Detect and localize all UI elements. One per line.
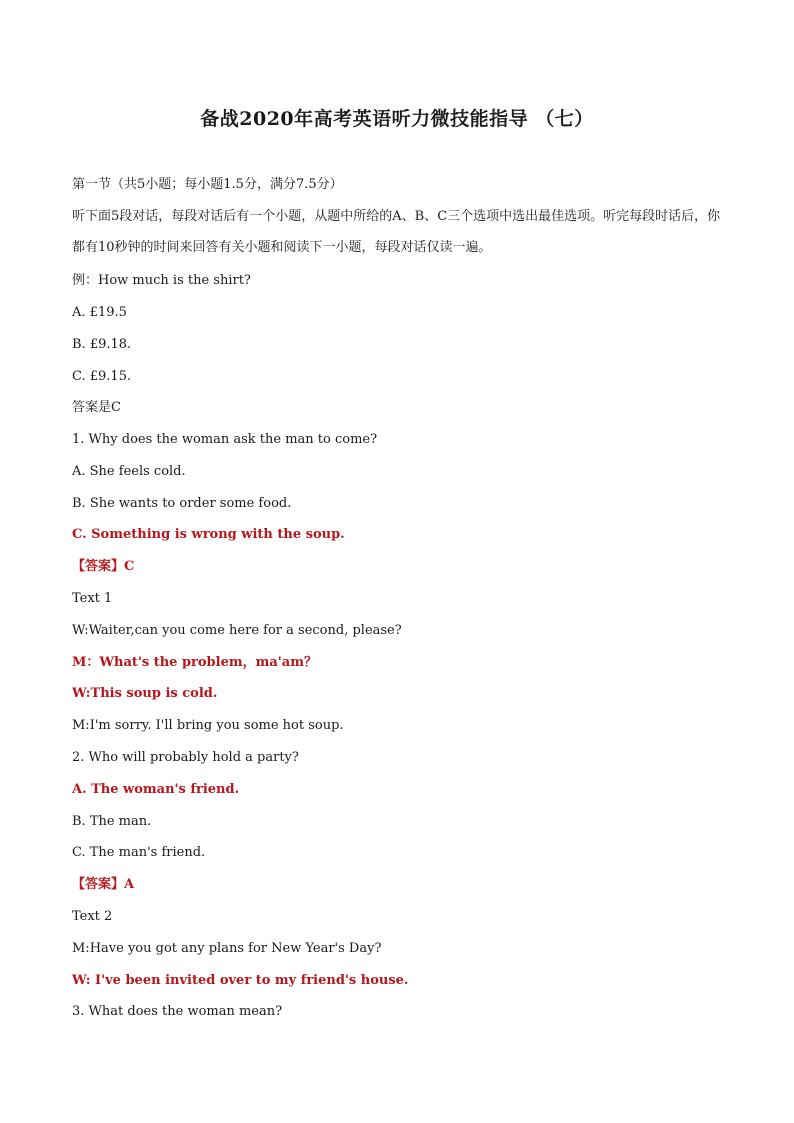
example-option-b: B. £9.18. xyxy=(72,337,132,352)
q1-answer: 【答案】C xyxy=(72,559,135,574)
instructions-paragraph: 听下面5段对话，每段对话后有一个小题，从题中所给的A、B、C三个选项中选出最佳选项。听完每段时话后，你都有10秒钟的时间来回答有关小题和阅读下一小题，每段对话仅读一遍。 xyxy=(72,209,721,255)
q1-option-a: A. She feels cold. xyxy=(72,464,186,479)
question-3: 3. What does the woman mean? xyxy=(72,1004,283,1019)
text-2-line-2: W: I've been invited over to my friend's house. xyxy=(72,973,409,988)
text-1-line-2: M：What's the problem，ma'am？ xyxy=(72,655,317,670)
text-1-line-4: M:I'm sorry. I'll bring you some hot soup. xyxy=(72,718,344,733)
example-option-a: A. £19.5 xyxy=(72,305,127,320)
question-2: 2. Who will probably hold a party? xyxy=(72,750,299,765)
example-option-c: C. £9.15. xyxy=(72,369,132,384)
example-question: 例：How much is the shirt? xyxy=(72,273,251,288)
q2-option-a: A. The woman's friend. xyxy=(72,782,240,797)
q1-option-b: B. She wants to order some food. xyxy=(72,496,292,511)
q2-option-c: C. The man's friend. xyxy=(72,845,206,860)
q2-answer: 【答案】A xyxy=(72,877,135,892)
text-2-line-1: M:Have you got any plans for New Year's Day? xyxy=(72,941,382,956)
section-heading: 第一节（共5小题；每小题1.5分，满分7.5分） xyxy=(72,177,343,192)
text-1-label: Text 1 xyxy=(72,591,113,606)
text-2-label: Text 2 xyxy=(72,909,113,924)
q2-option-b: B. The man. xyxy=(72,814,152,829)
text-1-line-3: W:This soup is cold. xyxy=(72,686,218,701)
question-1: 1. Why does the woman ask the man to come? xyxy=(72,432,378,447)
document-title: 备战2020年高考英语听力微技能指导 （七） xyxy=(200,108,594,130)
text-1-line-1: W:Waiter,can you come here for a second, please? xyxy=(72,623,402,638)
example-answer: 答案是C xyxy=(72,400,121,415)
q1-option-c: C. Something is wrong with the soup. xyxy=(72,527,345,542)
